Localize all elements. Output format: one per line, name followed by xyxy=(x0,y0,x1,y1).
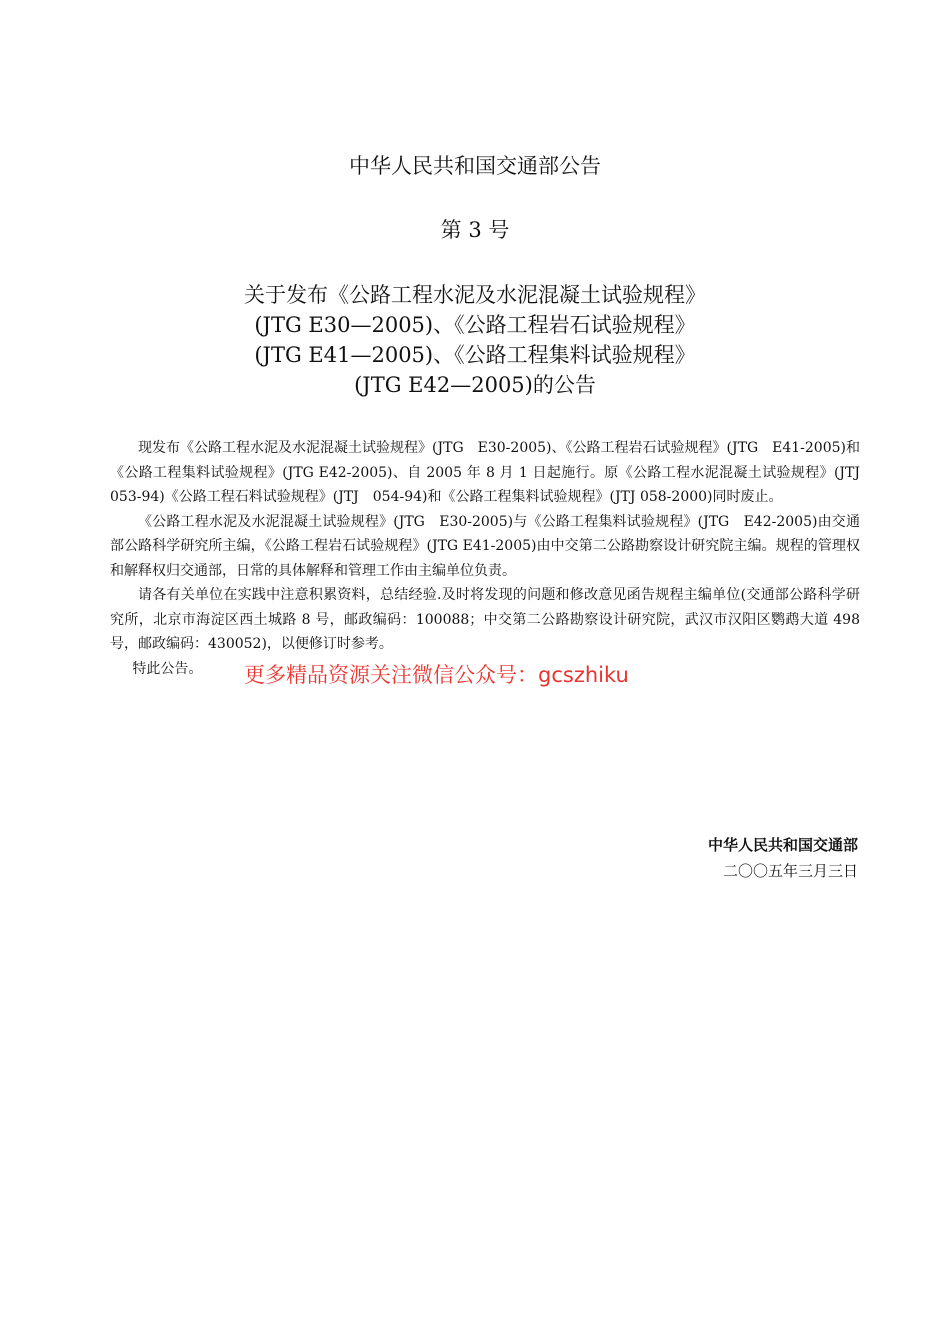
signature-date: 二〇〇五年三月三日 xyxy=(722,862,858,880)
closing-line: 特此公告。 xyxy=(132,660,203,677)
watermark-text: 更多精品资源关注微信公众号：gcszhiku xyxy=(244,663,629,687)
title-line: (JTG E41—2005)、《公路工程集料试验规程》 xyxy=(254,343,696,367)
signature-organization: 中华人民共和国交通部 xyxy=(707,836,858,854)
title-line: (JTG E30—2005)、《公路工程岩石试验规程》 xyxy=(254,313,696,337)
title-line: 关于发布《公路工程水泥及水泥混凝土试验规程》 xyxy=(244,283,706,307)
title-line: (JTG E42—2005)的公告 xyxy=(354,373,596,397)
notice-body xyxy=(110,436,874,681)
notice-title xyxy=(0,280,950,400)
notice-heading: 中华人民共和国交通部公告 xyxy=(349,154,601,178)
body-paragraph: 现发布《公路工程水泥及水泥混凝土试验规程》(JTG E30-2005)、《公路工程岩石试验规程》(JTG E41-2005)和《公路工程集料试验规程》(JTG E42-2005)、自 2005 年 8 月 1 日起施行。原《公路工程水泥混凝土试验规程》(JTJ 053-94)《公路工程石料试验规程》(JTJ 054-94)和《公路工程集料试验规程》(JTJ 058-2000)同时废止。 xyxy=(110,440,874,505)
notice-number: 第 3 号 xyxy=(440,218,510,242)
body-paragraph: 请各有关单位在实践中注意积累资料，总结经验.及时将发现的问题和修改意见函告规程主编单位(交通部公路科学研究所，北京市海淀区西土城路 8 号，邮政编码：100088；中交第二公路勘察设计研究院，武汉市汉阳区鹦鹉大道 498 号，邮政编码：430052)，以便修订时参考。 xyxy=(110,587,860,652)
body-paragraph: 《公路工程水泥及水泥混凝土试验规程》(JTG E30-2005)与《公路工程集料试验规程》(JTG E42-2005)由交通部公路科学研究所主编，《公路工程岩石试验规程》(JTG E41-2005)由中交第二公路勘察设计研究院主编。规程的管理权和解释权归交通部，日常的具体解释和管理工作由主编单位负责。 xyxy=(110,513,860,579)
